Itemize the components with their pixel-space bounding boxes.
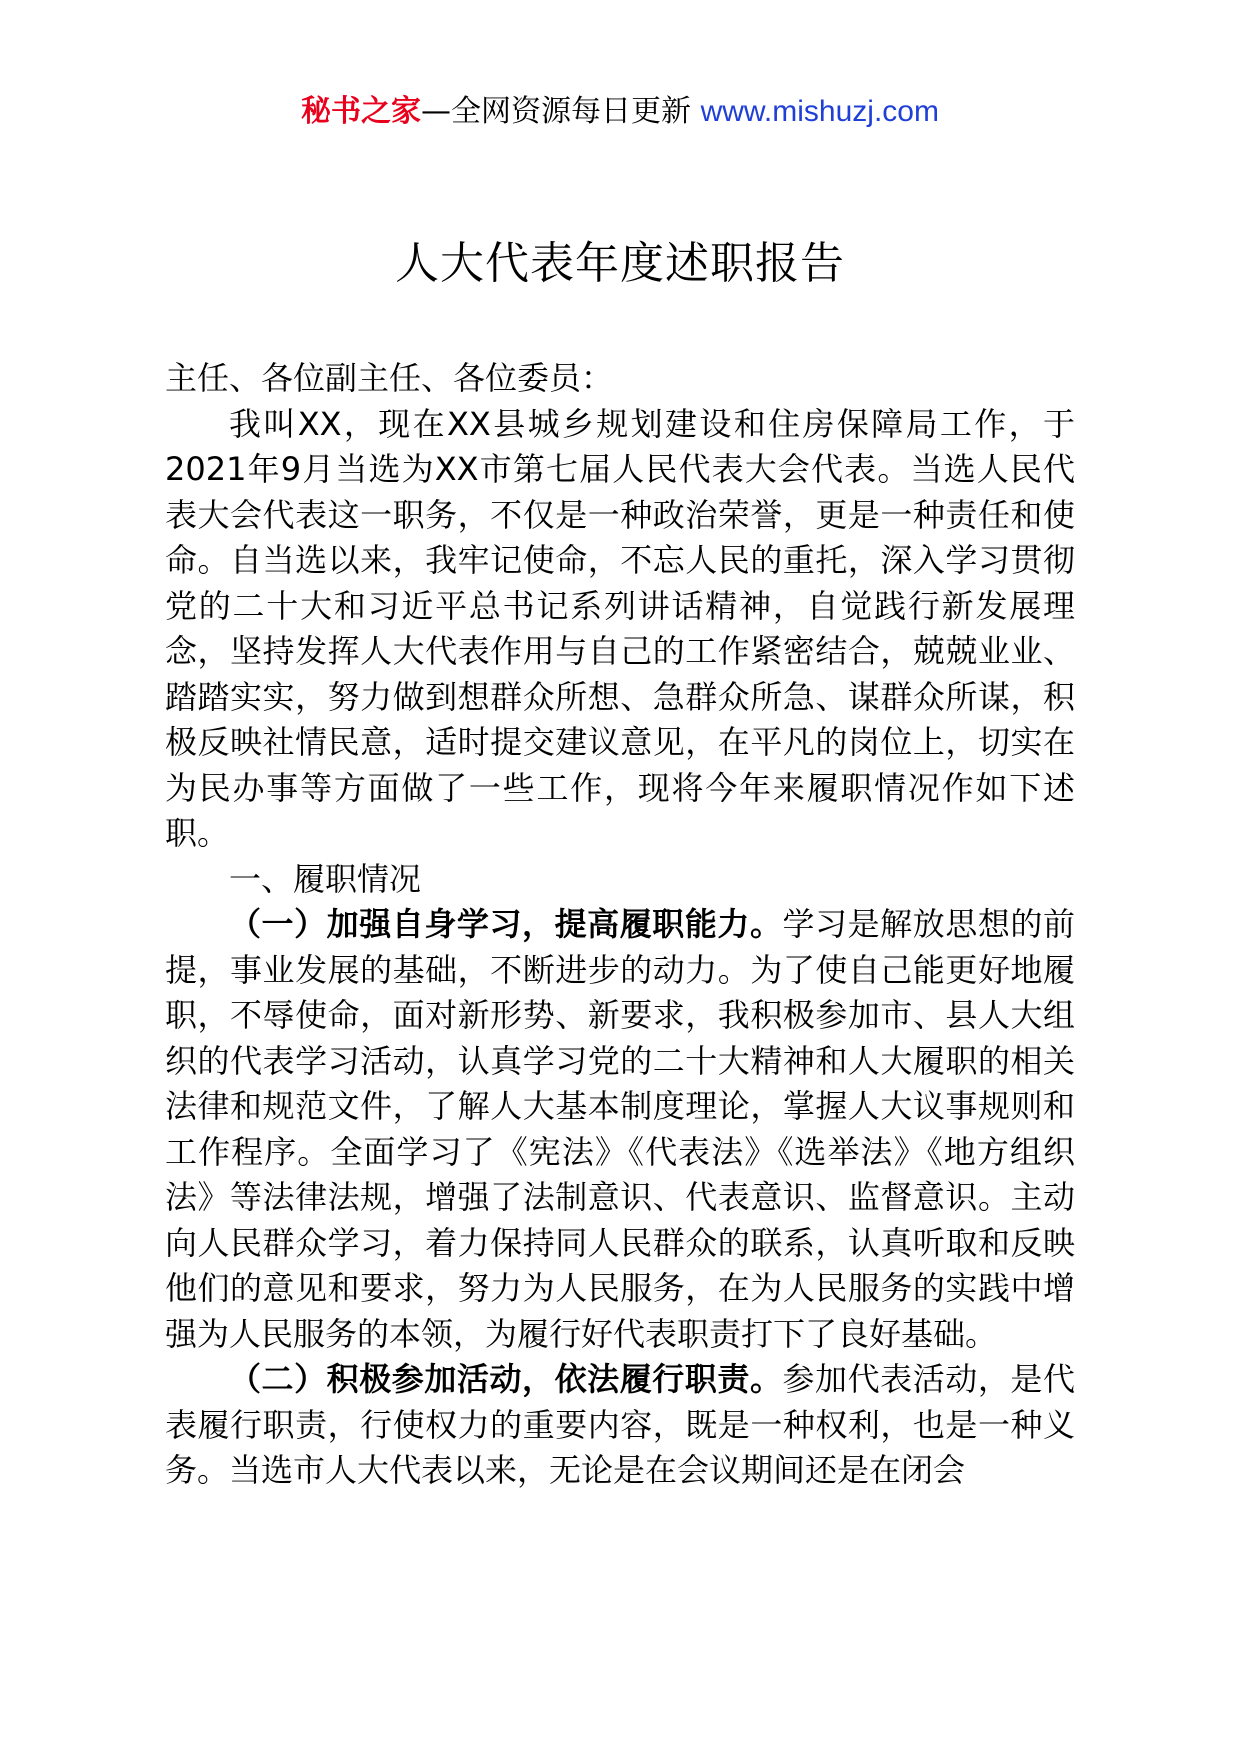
document-body <box>165 356 1075 1494</box>
section-heading-1: 一、履职情况 <box>229 859 422 898</box>
brand-name: 秘书之家 <box>301 94 422 129</box>
site-url: www.mishuzj.com <box>700 95 939 128</box>
subsection-1-text: 学习是解放思想的前提，事业发展的基础，不断进步的动力。为了使自己能更好地履职，不辱使命，面对新形势、新要求，我积极参加市、县人大组织的代表学习活动，认真学习党的二十大精神和人大履职的相关法律和规范文件，了解人大基本制度理论，掌握人大议事规则和工作程序。全面学习了《宪法》《代表法》《选举法》《地方组织法》等法律法规，增强了法制意识、代表意识、监督意识。主动向人民群众学习，着力保持同人民群众的联系，认真听取和反映他们的意见和要求，努力为人民服务，在为人民服务的实践中增强为人民服务的本领，为履行好代表职责打下了良好基础。 <box>165 905 1075 1353</box>
document-title: 人大代表年度述职报告 <box>395 238 845 289</box>
subsection-1-heading: （一）加强自身学习，提高履职能力。 <box>229 905 783 943</box>
salutation: 主任、各位副主任、各位委员： <box>165 359 614 397</box>
intro-paragraph: 我叫XX，现在XX县城乡规划建设和住房保障局工作，于2021年9月当选为XX市第七届人民代表大会代表。当选人民代表大会代表这一职务，不仅是一种政治荣誉，更是一种责任和使命。自当选以来，我牢记使命，不忘人民的重托，深入学习贯彻党的二十大和习近平总书记系列讲话精神，自觉践行新发展理念，坚持发挥人大代表作用与自己的工作紧密结合，兢兢业业、踏踏实实，努力做到想群众所想、急群众所急、谋群众所谋，积极反映社情民意，适时提交建议意见，在平凡的岗位上，切实在为民办事等方面做了一些工作，现将今年来履职情况作如下述职。 <box>165 404 1075 852</box>
subsection-1-paragraph <box>165 902 1075 1357</box>
subsection-2-paragraph <box>165 1357 1075 1494</box>
subsection-2-text: 参加代表活动，是代表履行职责，行使权力的重要内容，既是一种权利，也是一种义务。当选市人大代表以来，无论是在会议期间还是在闭会 <box>165 1360 1075 1489</box>
site-header <box>0 92 1240 132</box>
subsection-2-heading: （二）积极参加活动，依法履行职责。 <box>229 1360 783 1398</box>
header-tagline: —全网资源每日更新 <box>421 94 701 129</box>
